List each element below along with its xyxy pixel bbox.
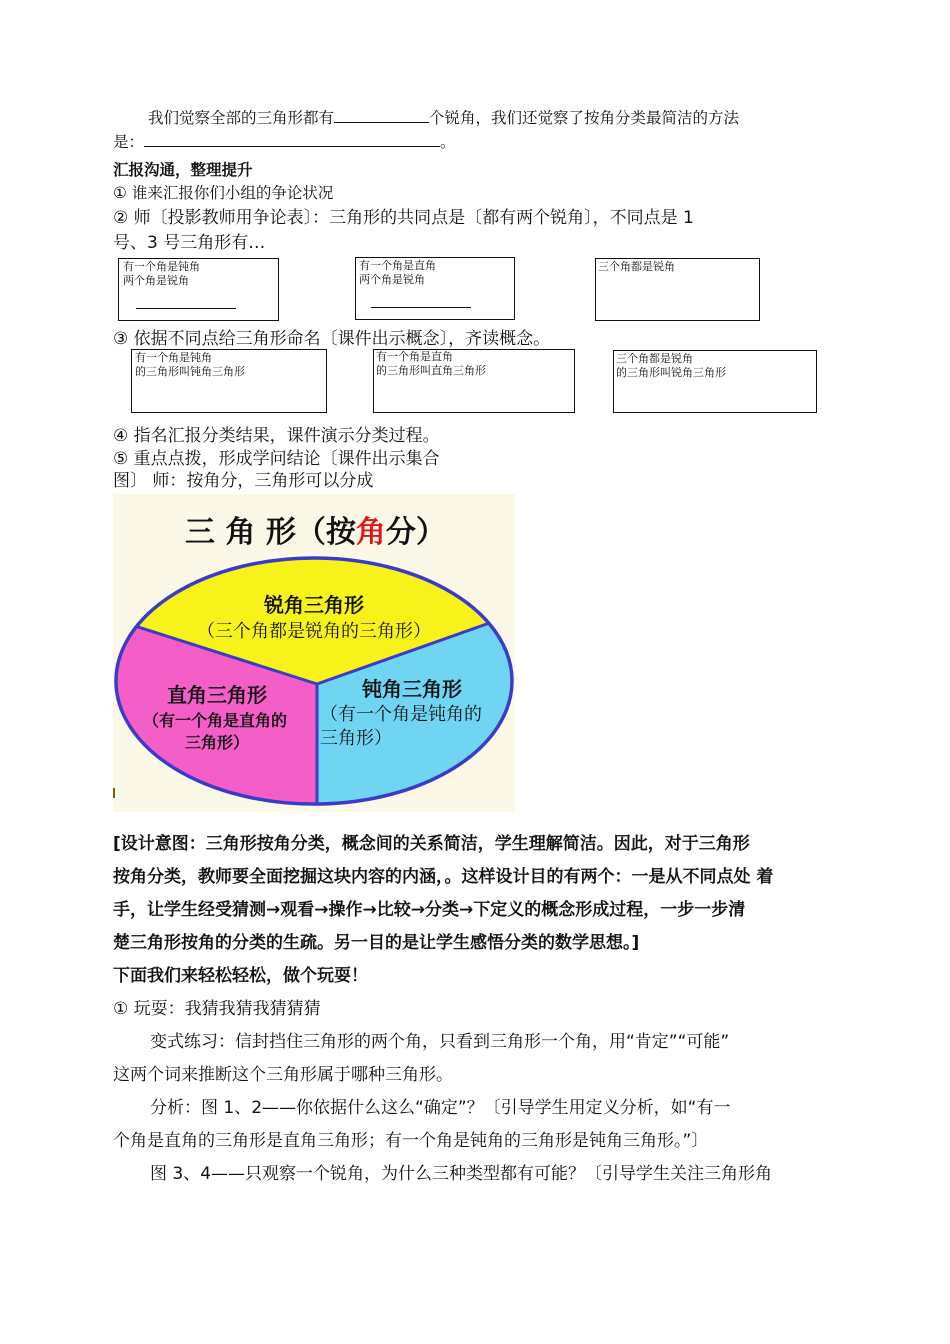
- step-4: ④ 指名汇报分类结果，课件演示分类过程。: [113, 426, 440, 446]
- triangle-classification-diagram: [113, 494, 515, 812]
- step-5-line-2: 图〕 师：按角分，三角形可以分成: [113, 471, 374, 491]
- intro-text-b: 个锐角，我们还觉察了按角分类最简洁的方法: [429, 109, 740, 127]
- game-paragraph-2-cont: 个角是直角的三角形是直角三角形；有一个角是钝角的三角形是钝角三角形。”〕: [113, 1131, 709, 1151]
- box-line: 的三角形叫锐角三角形: [616, 366, 726, 379]
- fill-blank-1: [334, 108, 429, 123]
- game-paragraph-2: 分析：图 1、2——你依据什么这么“确定”？〔引导学生用定义分析，如“有一: [150, 1098, 731, 1118]
- game-heading: 下面我们来轻松轻松，做个玩耍！: [113, 966, 368, 986]
- box-line: 三个角都是锐角: [616, 352, 693, 365]
- section-heading: 汇报沟通，整理提升: [113, 161, 253, 179]
- difference-box-1: [118, 258, 279, 321]
- intro-line-2: [113, 130, 456, 152]
- game-section: [113, 993, 853, 1191]
- step-2-line-1: ② 师〔投影教师用争论表〕：三角形的共同点是〔都有两个锐角〕，不同点是 1: [113, 208, 694, 228]
- step-2-line-2: 号、3 号三角形有…: [113, 233, 266, 253]
- game-paragraph-1-cont: 这两个词来推断这个三角形属于哪种三角形。: [113, 1065, 453, 1085]
- acute-desc: （三个角都是锐角的三角形）: [197, 621, 431, 642]
- step-3: ③ 依据不同点给三角形命名〔课件出示概念〕，齐读概念。: [113, 329, 551, 349]
- design-intent-line: 按角分类，教师要全面挖掘这块内容的内涵，。这样设计目的有两个：一是从不同点处 着: [113, 867, 774, 887]
- step-1: ① 谁来汇报你们小组的争论状况: [113, 184, 334, 202]
- box-line: 有一个角是直角: [359, 259, 436, 272]
- concept-box-acute: [613, 350, 817, 413]
- box-line: 有一个角是钝角: [123, 260, 200, 273]
- game-item: ① 玩耍：我猜我猜我猜猜猜: [113, 999, 321, 1019]
- game-paragraph-1: 变式练习：信封挡住三角形的两个角，只看到三角形一个角，用“肯定”“可能”: [150, 1032, 730, 1052]
- right-desc-2: 三角形）: [185, 733, 250, 752]
- edge-mark: [113, 788, 115, 798]
- step-5-line-1: ⑤ 重点点拨，形成学问结论〔课件出示集合: [113, 449, 440, 469]
- obtuse-desc-2: 三角形）: [320, 728, 392, 749]
- right-desc-1: （有一个角是直角的: [143, 711, 288, 730]
- box-line: 的三角形叫直角三角形: [376, 364, 486, 377]
- design-intent-line: 手，让学生经受猜测→观看→操作→比较→分类→下定义的概念形成过程，一步一步清: [113, 900, 746, 920]
- box-line: 两个角是锐角: [359, 273, 425, 286]
- game-paragraph-3: 图 3、4——只观察一个锐角，为什么三种类型都有可能？〔引导学生关注三角形角: [150, 1164, 773, 1184]
- obtuse-desc-1: （有一个角是钝角的: [320, 704, 482, 725]
- right-title: 直角三角形: [167, 683, 267, 707]
- difference-box-2: [355, 257, 515, 320]
- box-line: 有一个角是直角: [376, 350, 453, 363]
- intro-text-c: 是：: [113, 133, 145, 151]
- intro-text-a: 我们觉察全部的三角形都有: [148, 109, 335, 127]
- answer-line: [136, 307, 236, 309]
- design-intent-line: [设计意图：三角形按角分类，概念间的关系简洁，学生理解简洁。因此，对于三角形: [113, 834, 750, 854]
- difference-box-3: [595, 258, 760, 321]
- intro-text-d: 。: [440, 133, 456, 151]
- acute-title: 锐角三角形: [264, 593, 364, 617]
- fill-blank-2: [144, 132, 440, 147]
- intro-line-1: [148, 106, 739, 128]
- diagram-title: 三 角 形（按角分）: [185, 515, 446, 550]
- box-line: 三个角都是锐角: [598, 260, 675, 273]
- concept-box-obtuse: [131, 349, 327, 413]
- concept-box-right: [373, 349, 575, 413]
- box-line: 有一个角是钝角: [135, 351, 212, 364]
- design-intent: [113, 828, 853, 960]
- box-line: 的三角形叫钝角三角形: [135, 365, 245, 378]
- design-intent-line: 楚三角形按角的分类的生疏。另一目的是让学生感悟分类的数学思想。]: [113, 933, 640, 953]
- obtuse-title: 钝角三角形: [362, 677, 462, 701]
- box-line: 两个角是锐角: [123, 274, 189, 287]
- answer-line: [371, 306, 471, 308]
